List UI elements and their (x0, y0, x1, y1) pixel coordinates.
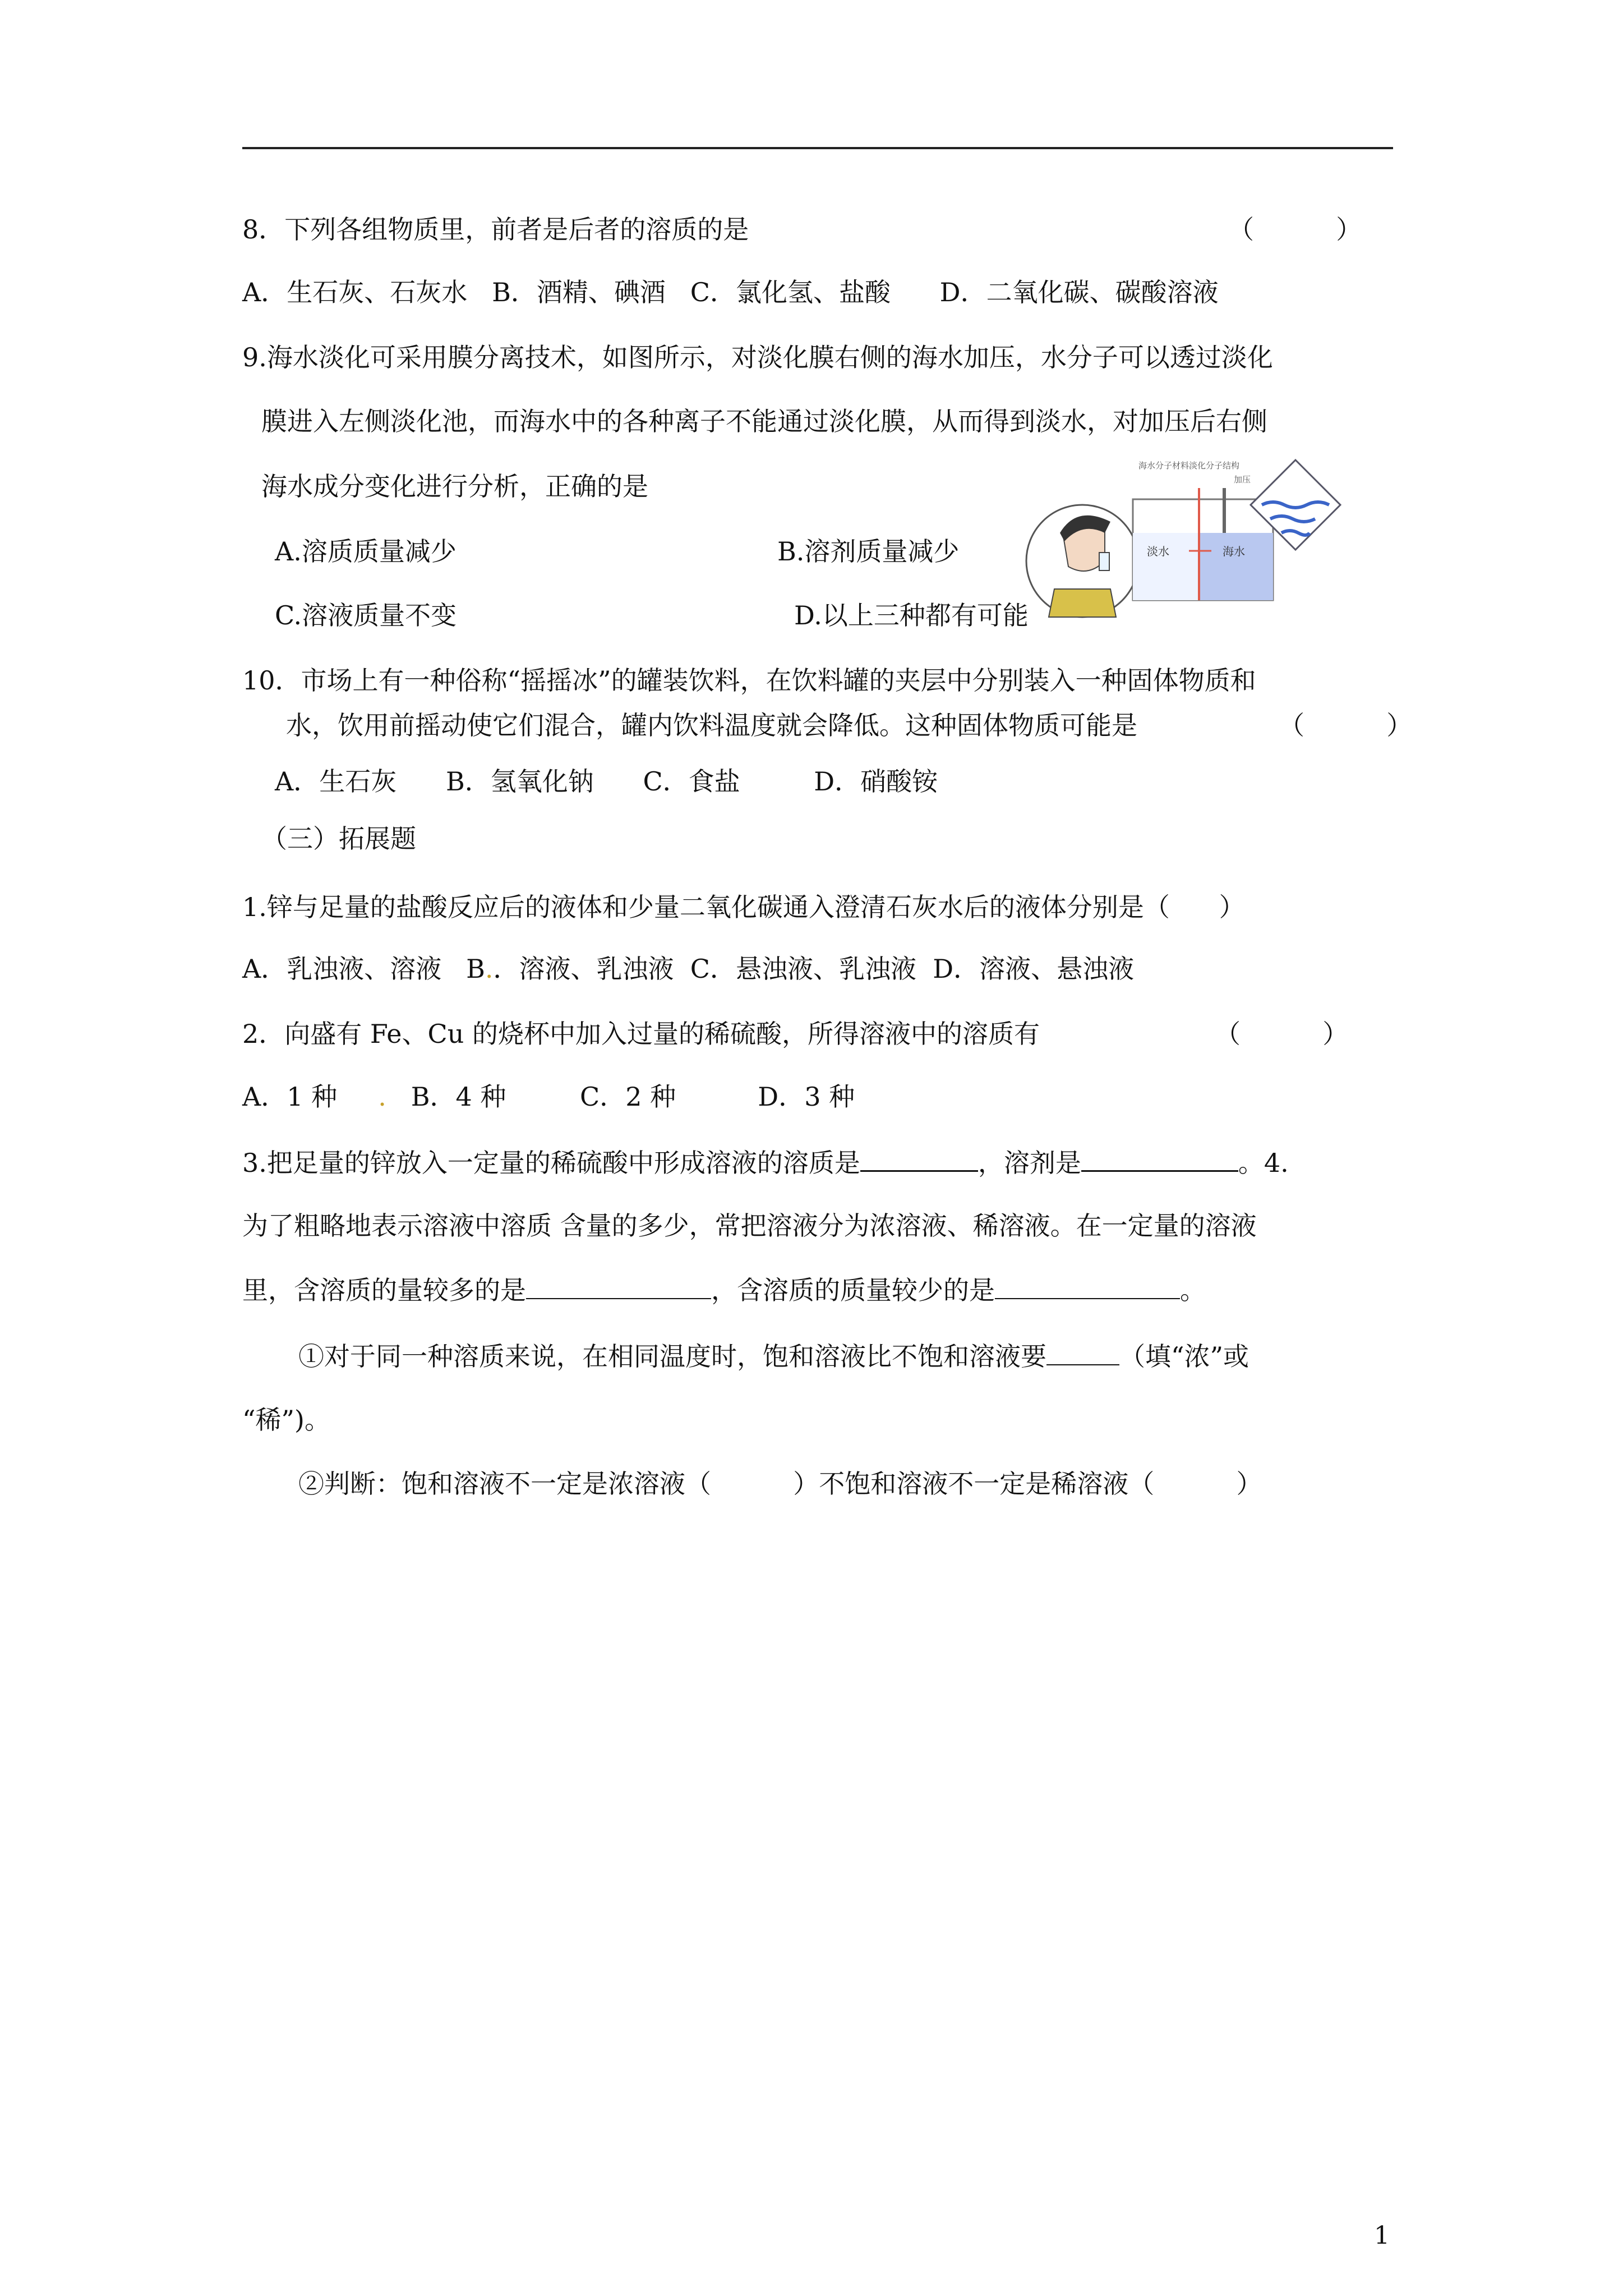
stray-dot: . (378, 1082, 386, 1112)
e1-options-rest: ．溶液、乳浊液 C．悬浊液、乳浊液 D．溶液、悬浊液 (493, 954, 1135, 984)
stray-dot: . (485, 954, 494, 984)
e1-stem: 1.锌与足量的盐酸反应后的液体和少量二氧化碳通入澄清石灰水后的液体分别是（ ） (242, 892, 1245, 922)
q10-line2: 水，饮用前摇动使它们混合，罐内饮料温度就会降低。这种固体物质可能是 (286, 710, 1137, 740)
q10-answer-paren: （ ） (1279, 710, 1413, 740)
q9-line2: 膜进入左侧淡化池，而海水中的各种离子不能通过淡化膜，从而得到淡水，对加压后右侧 (261, 406, 1267, 436)
q9-option-b: B.溶剂质量减少 (777, 536, 960, 567)
q8-stem: 8．下列各组物质里，前者是后者的溶质的是 (242, 214, 749, 245)
q9-line3: 海水成分变化进行分析，正确的是 (261, 471, 648, 501)
q9-option-a: A.溶质质量减少 (275, 536, 457, 567)
q9-option-c: C.溶液质量不变 (275, 600, 457, 631)
q8-answer-paren: （ ） (1228, 214, 1362, 245)
e4-sub1-text-1: ①对于同一种溶质来说，在相同温度时，饱和溶液比不饱和溶液要 (298, 1341, 1046, 1372)
e3-text-1: 3.把足量的锌放入一定量的稀硫酸中形成溶液的溶质是 (242, 1148, 860, 1178)
e4-line1: 为了粗略地表示溶液中溶质 含量的多少，常把溶液分为浓溶液、稀溶液。在一定量的溶液 (242, 1211, 1257, 1241)
q10-options: A．生石灰 B．氢氧化钠 C．食盐 D．硝酸铵 (275, 766, 938, 797)
section-heading: （三）拓展题 (261, 823, 416, 854)
e3-line (242, 1147, 1289, 1179)
fill-blank-thick-thin[interactable] (1046, 1341, 1119, 1365)
fill-blank-solute[interactable] (860, 1147, 978, 1172)
e4-sub1 (298, 1341, 1249, 1372)
e2-options (242, 1082, 855, 1112)
fill-blank-concentrated[interactable] (526, 1274, 711, 1299)
e4-text-2: ，含溶质的质量较少的是 (711, 1275, 995, 1305)
e4-sub2: ②判断：饱和溶液不一定是浓溶液（ ）不饱和溶液不一定是稀溶液（ ） (298, 1469, 1262, 1499)
e3-text-3: 。4. (1238, 1148, 1289, 1178)
q8-options: A．生石灰、石灰水 B．酒精、碘酒 C．氯化氢、盐酸 D．二氧化碳、碳酸溶液 (242, 277, 1219, 307)
q10-line1: 10．市场上有一种俗称“摇摇冰”的罐装饮料，在饮料罐的夹层中分别装入一种固体物质和 (242, 665, 1256, 696)
e2-stem: 2．向盛有 Fe、Cu 的烧杯中加入过量的稀硫酸，所得溶液中的溶质有 (242, 1019, 1040, 1049)
e2-answer-paren: （ ） (1215, 1019, 1349, 1049)
fill-blank-solvent[interactable] (1081, 1147, 1238, 1172)
e4-sub1-text-2: （填“浓”或 (1119, 1341, 1249, 1372)
page-number: 1 (1374, 2221, 1390, 2250)
desalination-figure (1021, 449, 1346, 634)
q9-option-d: D.以上三种都有可能 (794, 600, 1029, 631)
figure-label-fresh-water: 淡水 (1147, 545, 1169, 558)
e4-text-3: 。 (1180, 1275, 1206, 1305)
fill-blank-dilute[interactable] (995, 1274, 1180, 1299)
e3-text-2: ，溶剂是 (978, 1148, 1081, 1178)
e2-option-a: A．1 种 (242, 1082, 379, 1112)
figure-label-pressure: 加压 (1234, 475, 1251, 485)
q9-line1: 9.海水淡化可采用膜分离技术，如图所示，对淡化膜右侧的海水加压，水分子可以透过淡化 (242, 342, 1273, 372)
e4-text-1: 里，含溶质的量较多的是 (242, 1275, 526, 1305)
e1-option-a: A．乳浊液、溶液 B (242, 954, 485, 984)
e2-options-rest: B．4 种 C．2 种 D．3 种 (386, 1082, 855, 1112)
e4-sub1-continued: “稀”)。 (242, 1405, 330, 1435)
e1-options (242, 954, 1134, 984)
figure-label-seawater: 海水 (1223, 545, 1245, 558)
header-rule (242, 147, 1393, 149)
figure-label-membrane: 海水分子材料淡化分子结构 (1138, 461, 1240, 471)
e4-line2 (242, 1274, 1206, 1306)
